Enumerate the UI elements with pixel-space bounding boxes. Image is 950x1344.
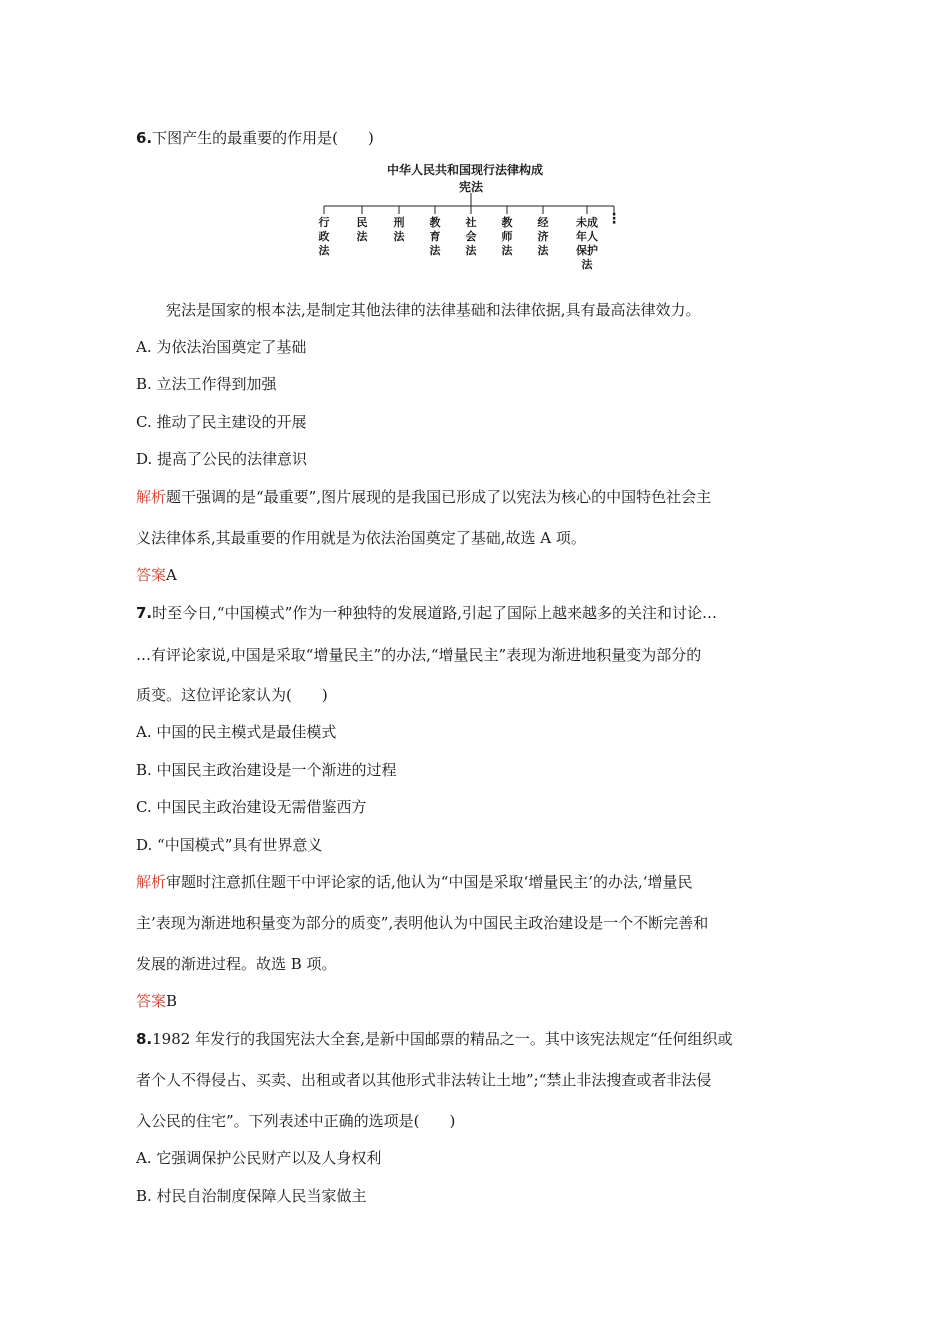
- option-c: C. 中国民主政治建设无需借鉴西方: [136, 798, 367, 816]
- option-b: B. 中国民主政治建设是一个渐进的过程: [136, 761, 397, 779]
- question-8-stem: [136, 1029, 733, 1049]
- answer-label: 答案: [136, 992, 167, 1010]
- law-structure-diagram: [310, 160, 640, 280]
- question-text: 质变。这位评论家认为( ): [136, 686, 328, 704]
- question-text: 下图产生的最重要的作用是( ): [152, 129, 374, 147]
- question-text: 1982 年发行的我国宪法大全套,是新中国邮票的精品之一。其中该宪法规定“任何组织或: [152, 1030, 733, 1048]
- diagram-more-indicator: ⋮: [607, 211, 621, 227]
- analysis-text: 审题时注意抓住题干中评论家的话,他认为“中国是采取‘增量民主’的办法,‘增量民: [166, 873, 693, 891]
- diagram-branch-criminal-law: 刑法: [393, 216, 405, 243]
- diagram-branch-education-law: 教育法: [429, 216, 441, 257]
- question-6-stem: [136, 128, 374, 148]
- question-7-answer: [136, 991, 177, 1011]
- diagram-branch-teacher-law: 教师法: [501, 216, 513, 257]
- option-d: D. 提高了公民的法律意识: [136, 450, 308, 468]
- question-text: 者个人不得侵占、买卖、出租或者以其他形式非法转让土地”;“禁止非法搜查或者非法侵: [136, 1071, 712, 1089]
- question-7-analysis: [136, 872, 693, 892]
- answer-label: 答案: [136, 566, 167, 584]
- question-text: 入公民的住宅”。下列表述中正确的选项是( ): [136, 1112, 456, 1130]
- question-6-material: 宪法是国家的根本法,是制定其他法律的法律基础和法律依据,具有最高法律效力。: [166, 301, 701, 319]
- question-6-answer: [136, 565, 177, 585]
- analysis-text: 题干强调的是“最重要”,图片展现的是我国已形成了以宪法为核心的中国特色社会主: [166, 488, 712, 506]
- question-7-stem: [136, 603, 717, 623]
- option-b: B. 村民自治制度保障人民当家做主: [136, 1187, 367, 1205]
- option-a: A. 为依法治国奠定了基础: [136, 338, 307, 356]
- question-6-analysis: [136, 487, 711, 507]
- analysis-text: 发展的渐进过程。故选 B 项。: [136, 955, 337, 973]
- diagram-branch-economic-law: 经济法: [537, 216, 549, 257]
- option-c: C. 推动了民主建设的开展: [136, 413, 307, 431]
- analysis-text: 义法律体系,其最重要的作用就是为依法治国奠定了基础,故选 A 项。: [136, 529, 586, 547]
- option-a: A. 它强调保护公民财产以及人身权利: [136, 1149, 382, 1167]
- diagram-branch-social-law: 社会法: [465, 216, 477, 257]
- answer-value: A: [166, 566, 177, 584]
- analysis-label: 解析: [136, 873, 167, 891]
- diagram-root: 宪法: [459, 180, 484, 194]
- question-number: 7.: [136, 604, 153, 622]
- option-b: B. 立法工作得到加强: [136, 375, 277, 393]
- question-text: …有评论家说,中国是采取“增量民主”的办法,“增量民主”表现为渐进地积量变为部分的: [136, 646, 702, 664]
- diagram-title: 中华人民共和国现行法律构成: [387, 163, 544, 177]
- option-d: D. “中国模式”具有世界意义: [136, 836, 323, 854]
- analysis-label: 解析: [136, 488, 167, 506]
- question-text: 时至今日,“中国模式”作为一种独特的发展道路,引起了国际上越来越多的关注和讨论…: [152, 604, 718, 622]
- diagram-branch-minor-protection-law: 未成年人保护法: [576, 216, 598, 271]
- answer-value: B: [166, 992, 178, 1010]
- option-a: A. 中国的民主模式是最佳模式: [136, 723, 337, 741]
- question-number: 6.: [136, 129, 153, 147]
- analysis-text: 主’表现为渐进地积量变为部分的质变”,表明他认为中国民主政治建设是一个不断完善和: [136, 914, 709, 932]
- diagram-branch-civil-law: 民法: [356, 216, 368, 243]
- question-number: 8.: [136, 1030, 153, 1048]
- diagram-branch-administrative-law: 行政法: [318, 216, 330, 257]
